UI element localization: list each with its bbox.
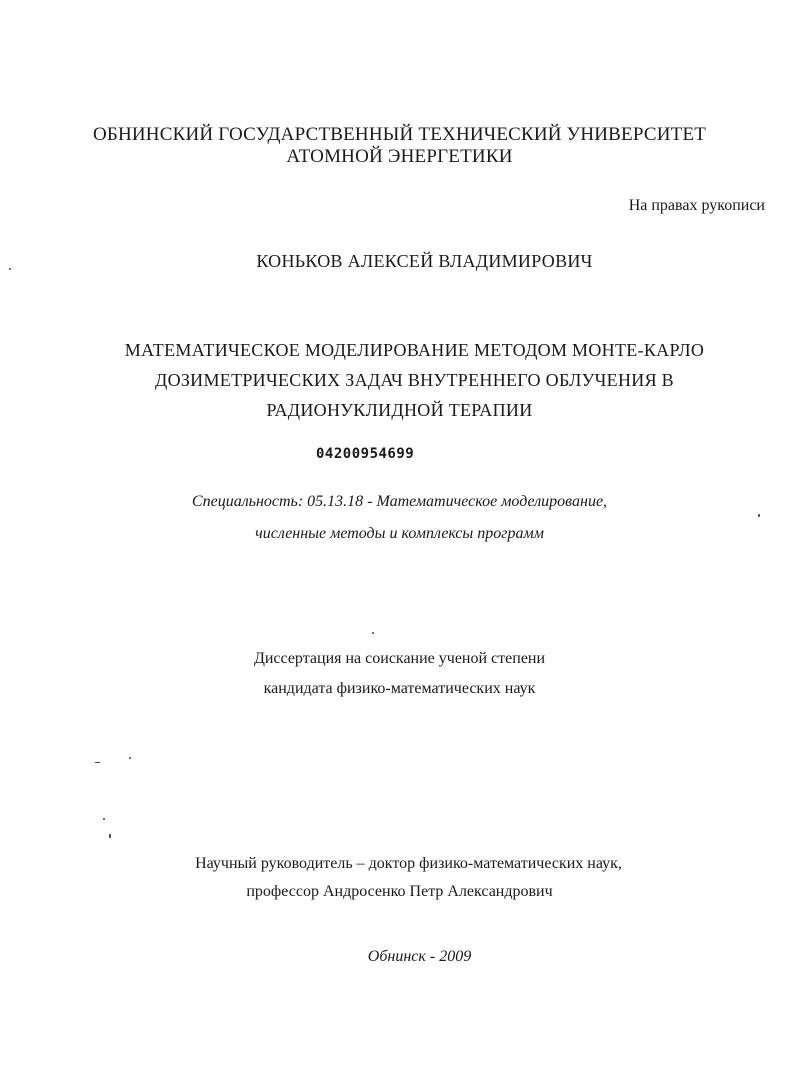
degree-line-2: кандидата физико-математических наук [263,680,536,697]
author-name: КОНЬКОВ АЛЕКСЕЙ ВЛАДИМИРОВИЧ [256,251,593,271]
university-name-line-1: ОБНИНСКИЙ ГОСУДАРСТВЕННЫЙ ТЕХНИЧЕСКИЙ УНИВЕРСИТЕТ [92,124,707,145]
dissertation-title-line-3: РАДИОНУКЛИДНОЙ ТЕРАПИИ [266,400,533,420]
specialty-line-2: численные методы и комплексы программ [255,525,544,542]
scan-speck [9,268,11,270]
dissertation-title-line-2: ДОЗИМЕТРИЧЕСКИХ ЗАДАЧ ВНУТРЕННЕГО ОБЛУЧЕНИЯ В [154,370,674,390]
scan-speck [95,762,100,763]
catalog-code: 04200954699 [316,446,415,462]
scan-speck [372,632,374,634]
scan-speck [109,834,111,838]
manuscript-rights-note: На правах рукописи [628,197,765,214]
supervisor-line-2: профессор Андросенко Петр Александрович [246,883,553,900]
city-and-year: Обнинск - 2009 [367,948,472,965]
scan-speck [758,514,760,517]
university-name-line-2: АТОМНОЙ ЭНЕРГЕТИКИ [286,146,513,167]
specialty-line-1: Специальность: 05.13.18 - Математическое моделирование, [191,493,608,510]
supervisor-line-1: Научный руководитель – доктор физико-математических наук, [195,855,622,872]
scan-speck [103,818,105,820]
dissertation-title-line-1: МАТЕМАТИЧЕСКОЕ МОДЕЛИРОВАНИЕ МЕТОДОМ МОНТЕ-КАРЛО [124,340,705,360]
scan-speck [129,757,131,759]
degree-line-1: Диссертация на соискание ученой степени [253,650,546,667]
